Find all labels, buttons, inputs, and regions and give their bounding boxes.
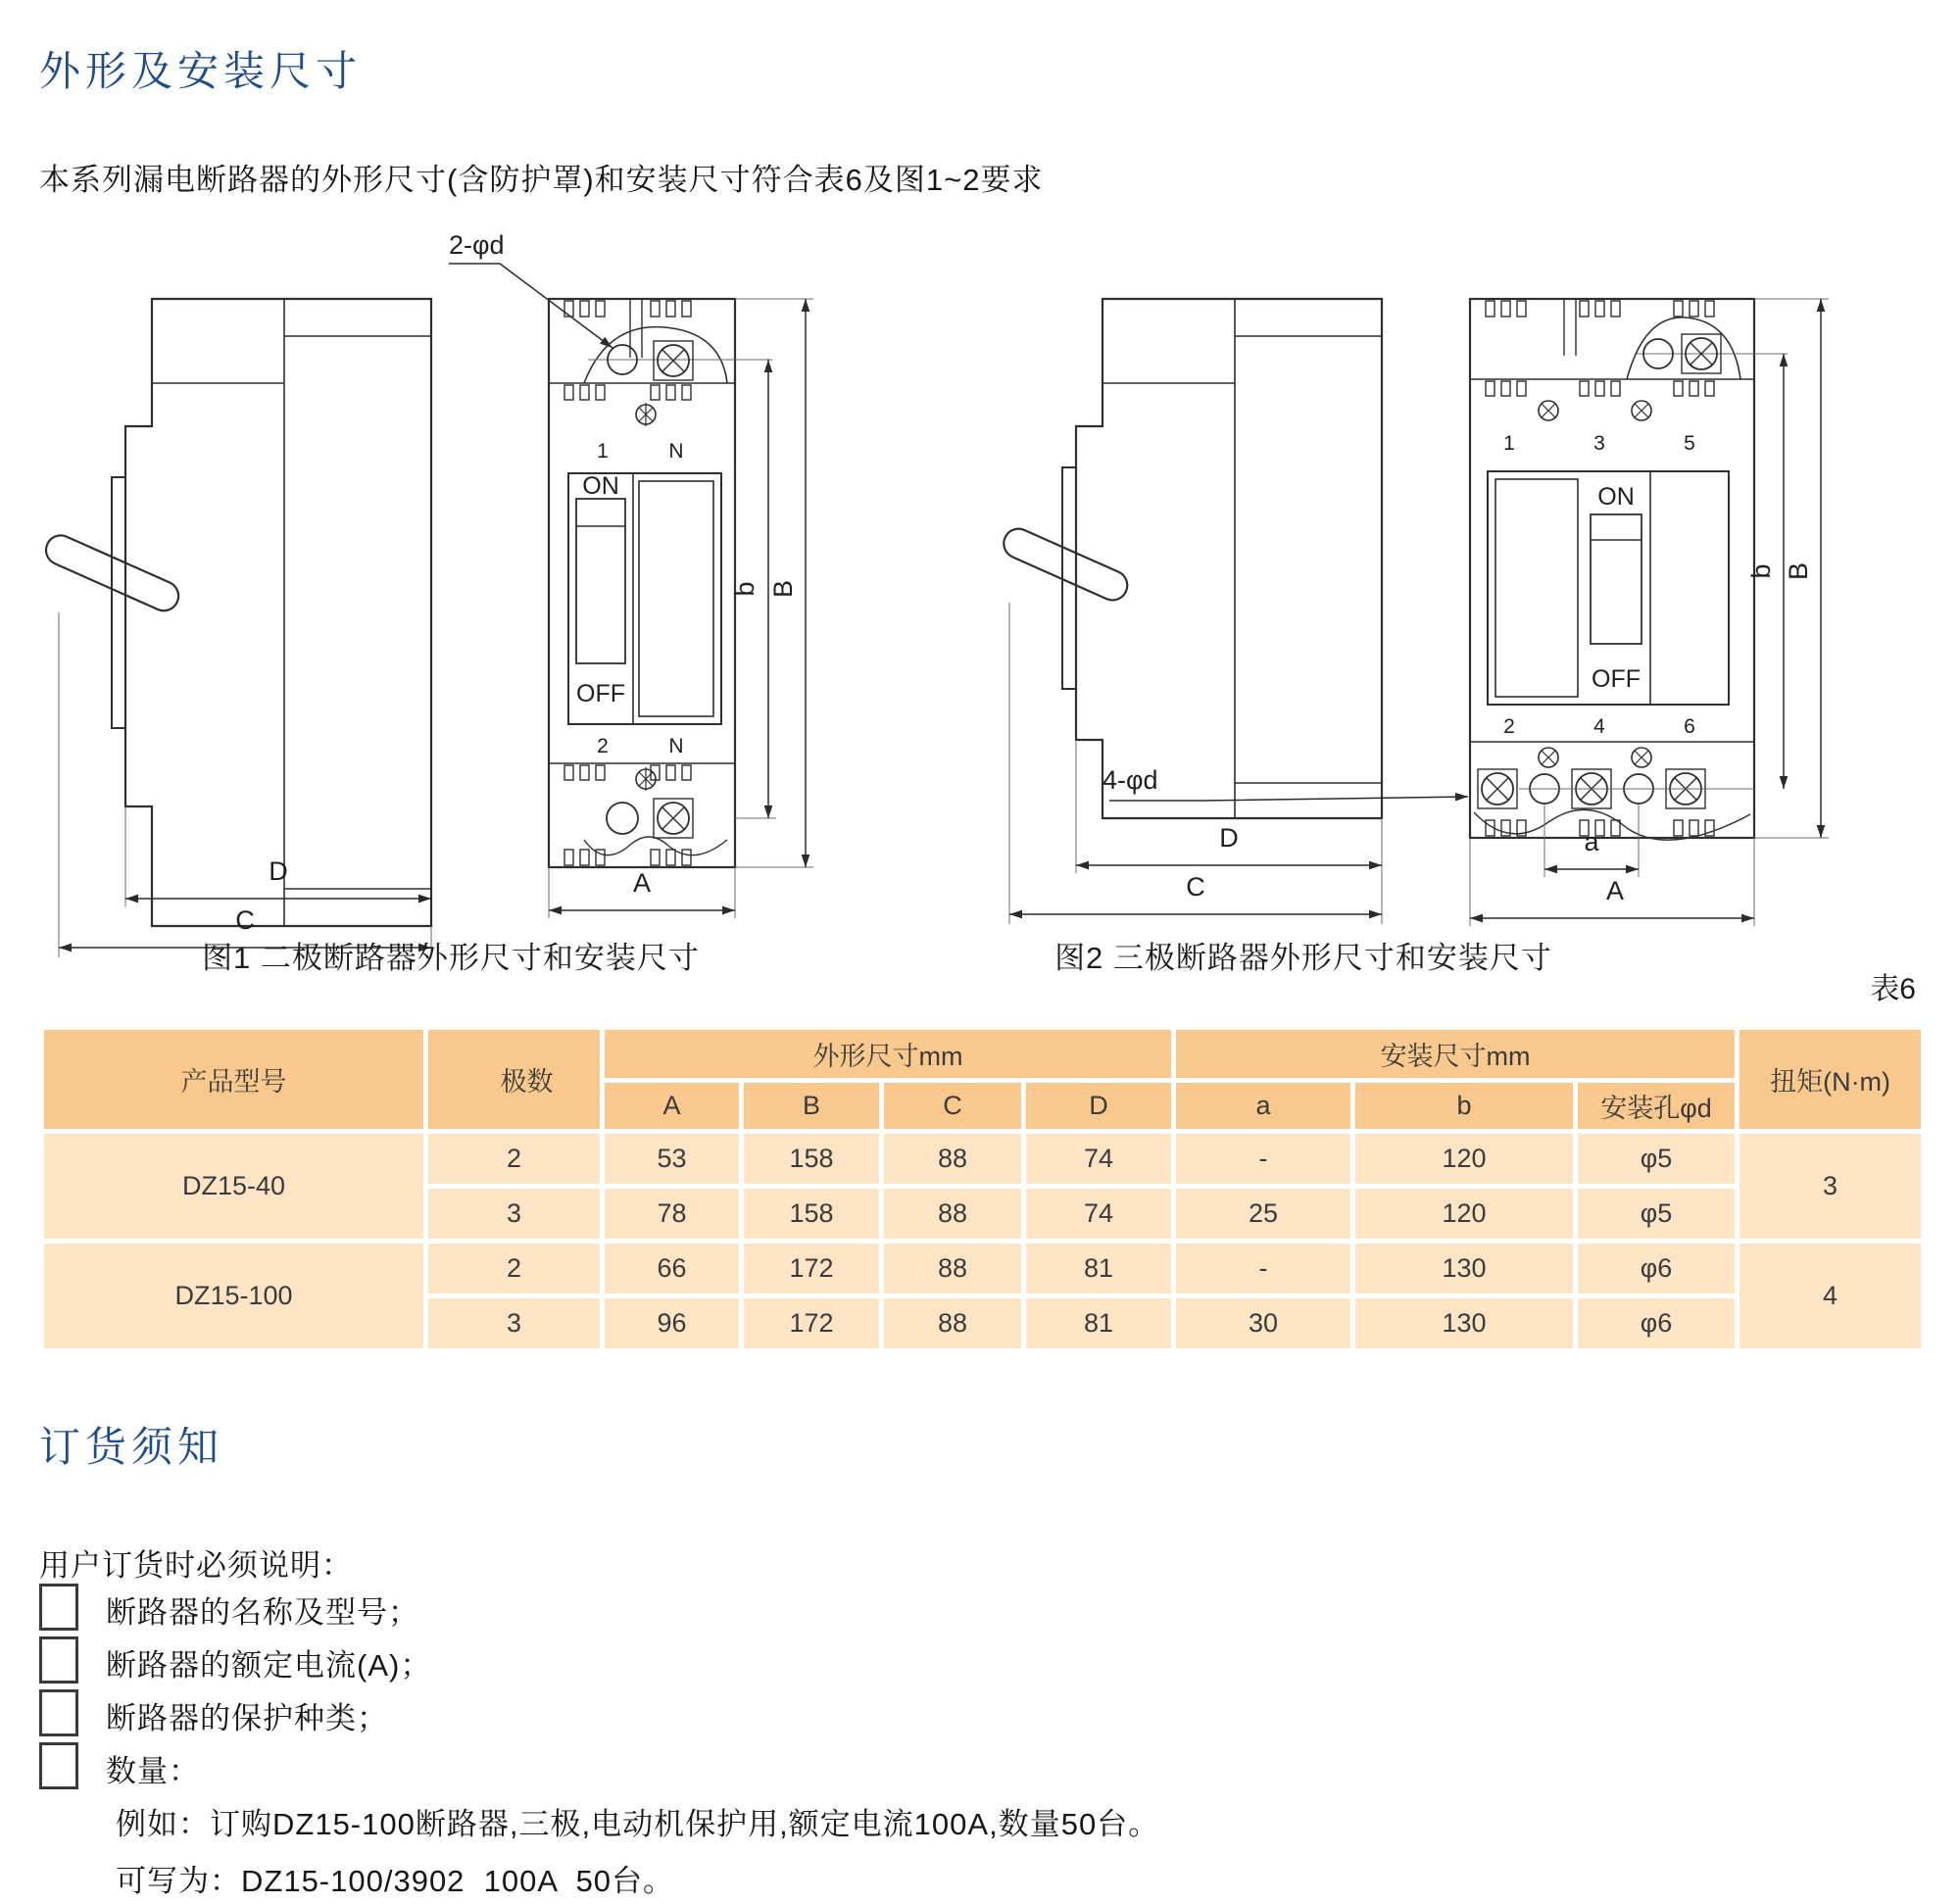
fig2-dim-label-b: b (1746, 563, 1776, 579)
cell-D: 81 (1024, 1242, 1174, 1296)
checkbox-icon (39, 1584, 78, 1631)
ordering-item (39, 1689, 388, 1737)
fig2-dim-b (1746, 354, 1784, 789)
fig2-dim-label-C: C (1186, 872, 1205, 902)
fig1-teeth-row3 (564, 765, 691, 780)
cell-torque: 3 (1738, 1132, 1924, 1242)
checkbox-icon (39, 1636, 78, 1684)
ordering-example-line2: 可写为：DZ15-100/3902 100A 50台。 (116, 1864, 675, 1898)
table-tag: 表6 (1870, 973, 1916, 1005)
cell-B: 172 (742, 1242, 882, 1296)
fig2-dim-label-a: a (1584, 827, 1599, 856)
fig2-callout-label: 4-φd (1102, 765, 1158, 795)
fig1-off-label: OFF (576, 680, 625, 708)
fig1-dim-label-B: B (768, 579, 798, 599)
cell-D: 81 (1024, 1296, 1174, 1351)
fig1-bottom-terminals (584, 799, 727, 855)
ordering-item (39, 1584, 419, 1632)
fig1-small-screw-top (636, 403, 656, 426)
cell-a: 30 (1174, 1296, 1353, 1351)
figure1-drawing (39, 191, 960, 985)
col-header-a: a (1174, 1081, 1353, 1132)
fig2-bottom-terminals (1474, 769, 1754, 840)
ordering-lead: 用户订货时必须说明： (39, 1548, 353, 1583)
fig2-terminal-4: 4 (1593, 715, 1605, 738)
fig2-front-view (1470, 299, 1788, 840)
fig1-switch (568, 472, 721, 724)
ordering-item-label: 断路器的额定电流(A)； (106, 1648, 432, 1683)
fig2-top-teeth (1486, 299, 1714, 356)
figure1-caption: 图1 二极断路器外形尺寸和安装尺寸 (202, 941, 700, 975)
mounting-hole-icon (607, 803, 638, 834)
cell-poles: 2 (426, 1132, 603, 1187)
fig1-teeth-row2 (564, 385, 691, 400)
checkbox-icon (39, 1742, 78, 1789)
ordering-item-label: 断路器的名称及型号； (106, 1595, 419, 1630)
cell-C: 88 (882, 1187, 1024, 1242)
intro-text: 本系列漏电断路器的外形尺寸(含防护罩)和安装尺寸符合表6及图1~2要求 (39, 163, 1044, 197)
ordering-item (39, 1742, 200, 1790)
fig1-on-label: ON (582, 472, 619, 500)
figure2-drawing (1000, 191, 1921, 985)
fig1-terminal-N-top: N (668, 440, 684, 463)
table-row (42, 1242, 1924, 1296)
fig2-dim-A (1470, 838, 1754, 926)
cell-C: 88 (882, 1296, 1024, 1351)
fig1-callout (449, 230, 612, 348)
ordering-heading: 订货须知 (39, 1424, 224, 1470)
col-header-torque: 扭矩(N·m) (1738, 1028, 1924, 1132)
cell-B: 158 (742, 1187, 882, 1242)
fig2-on-label: ON (1597, 483, 1635, 511)
col-group-install: 安装尺寸mm (1174, 1028, 1738, 1081)
fig1-dim-label-b: b (730, 581, 760, 597)
cell-A: 53 (603, 1132, 742, 1187)
cell-D: 74 (1024, 1187, 1174, 1242)
fig1-dim-label-A: A (632, 868, 652, 898)
fig2-terminal-5: 5 (1684, 432, 1695, 455)
col-group-outline: 外形尺寸mm (603, 1028, 1174, 1081)
fig2-side-view (1000, 299, 1382, 818)
ordering-item-label: 断路器的保护种类； (106, 1701, 388, 1735)
cell-C: 88 (882, 1132, 1024, 1187)
fig1-dim-C (59, 612, 431, 957)
cell-b: 130 (1353, 1296, 1576, 1351)
fig2-teeth-row2 (1486, 381, 1714, 396)
fig1-callout-label: 2-φd (449, 230, 505, 260)
cell-A: 96 (603, 1296, 742, 1351)
fig1-top-terminals (584, 327, 772, 383)
fig1-small-screw-bottom (636, 767, 656, 791)
cell-poles: 2 (426, 1242, 603, 1296)
fig1-side-view (41, 299, 431, 926)
cell-A: 66 (603, 1242, 742, 1296)
cell-model: DZ15-100 (42, 1242, 426, 1351)
fig2-terminal-6: 6 (1684, 715, 1695, 738)
fig2-switch (1488, 471, 1729, 705)
col-header-C: C (882, 1081, 1024, 1132)
col-header-hole: 安装孔φd (1576, 1081, 1738, 1132)
fig2-terminal-2: 2 (1503, 715, 1515, 738)
figure2-caption: 图2 三极断路器外形尺寸和安装尺寸 (1054, 941, 1552, 975)
fig2-off-label: OFF (1592, 665, 1641, 693)
fig2-terminal-1: 1 (1503, 432, 1515, 455)
cell-torque: 4 (1738, 1242, 1924, 1351)
fig2-top-terminals (1627, 317, 1788, 379)
col-header-poles: 极数 (426, 1028, 603, 1132)
cell-a: - (1174, 1132, 1353, 1187)
cell-D: 74 (1024, 1132, 1174, 1187)
fig2-dim-C (1009, 603, 1382, 924)
page-title: 外形及安装尺寸 (39, 48, 363, 94)
fig2-dim-label-A: A (1605, 876, 1625, 905)
fig2-handle (1000, 524, 1132, 605)
fig2-small-screws-bottom (1539, 748, 1651, 767)
fig2-terminal-3: 3 (1593, 432, 1605, 455)
fig1-terminal-1: 1 (597, 440, 609, 463)
cell-A: 78 (603, 1187, 742, 1242)
ordering-example-line1: 例如：订购DZ15-100断路器,三极,电动机保护用,额定电流100A,数量50台。 (116, 1807, 1160, 1841)
dimension-table (39, 1025, 1926, 1353)
cell-model: DZ15-40 (42, 1132, 426, 1242)
fig1-bottom-teeth (564, 850, 691, 865)
cell-poles: 3 (426, 1296, 603, 1351)
cell-hole: φ5 (1576, 1132, 1738, 1187)
cell-a: - (1174, 1242, 1353, 1296)
cell-B: 158 (742, 1132, 882, 1187)
cell-hole: φ6 (1576, 1296, 1738, 1351)
cell-hole: φ5 (1576, 1187, 1738, 1242)
col-header-D: D (1024, 1081, 1174, 1132)
col-header-B: B (742, 1081, 882, 1132)
cell-C: 88 (882, 1242, 1024, 1296)
checkbox-icon (39, 1689, 78, 1736)
ordering-item-label: 数量： (106, 1754, 200, 1788)
cell-B: 172 (742, 1296, 882, 1351)
cell-a: 25 (1174, 1187, 1353, 1242)
fig2-dim-label-D: D (1219, 823, 1239, 853)
fig1-terminal-N-bottom: N (668, 735, 684, 757)
fig2-dim-label-B: B (1784, 561, 1813, 581)
cell-hole: φ6 (1576, 1242, 1738, 1296)
col-header-A: A (603, 1081, 742, 1132)
cell-b: 120 (1353, 1187, 1576, 1242)
fig1-terminal-2: 2 (597, 735, 609, 757)
cell-b: 120 (1353, 1132, 1576, 1187)
col-header-product: 产品型号 (42, 1028, 426, 1132)
cell-poles: 3 (426, 1187, 603, 1242)
table-row (42, 1132, 1924, 1187)
col-header-b: b (1353, 1081, 1576, 1132)
ordering-item (39, 1636, 431, 1684)
fig1-dim-A (549, 867, 735, 918)
fig2-small-screws-top (1539, 401, 1651, 420)
fig1-dim-label-D: D (269, 856, 288, 886)
fig1-dim-label-C: C (235, 905, 255, 935)
cell-b: 130 (1353, 1242, 1576, 1296)
